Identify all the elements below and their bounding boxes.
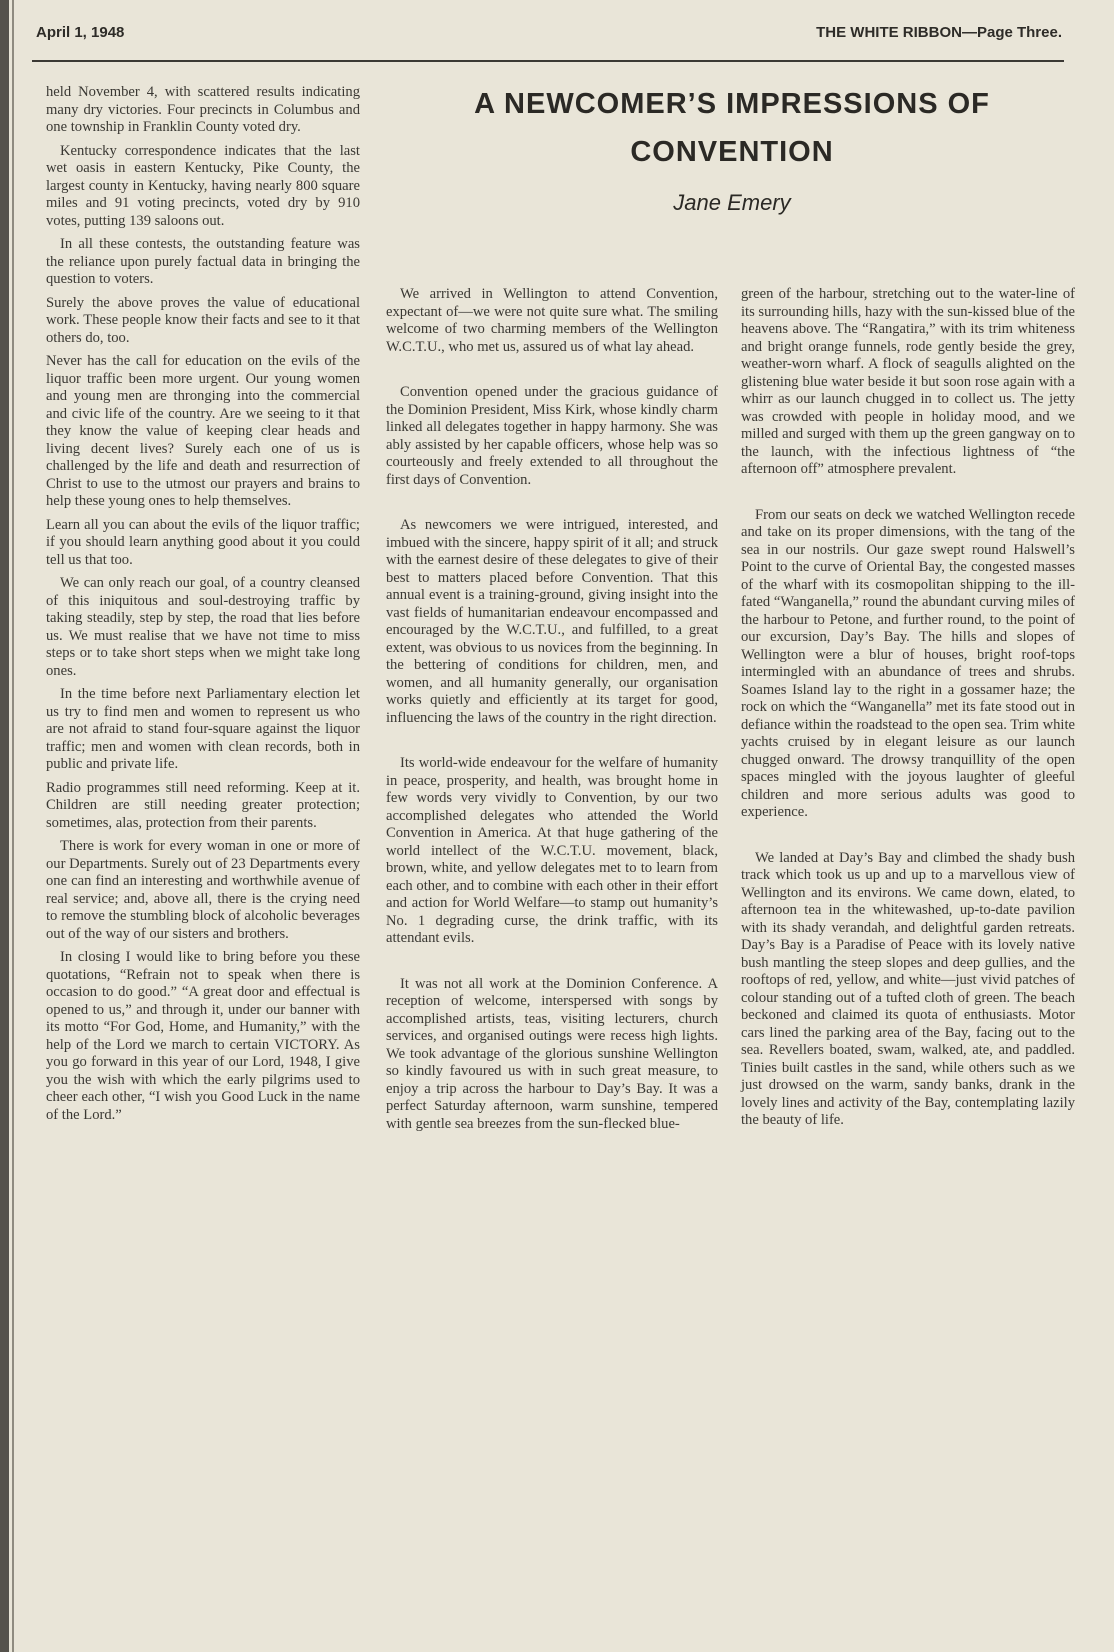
- paragraph: green of the harbour, stretching out to the water-line of its surrounding hills, hazy with the sun-kissed blue of the heavens above. The “Rangatira,” with its trim whiteness and bright orange funnels, rode gently beside the grey, weather-worn wharf. A flock of seagulls alighted on the glistening blue water beside it but soon rose again with a whirr as our launch chugged in to collect us. The jetty was crowded with people in holiday mood, and we milled and surged with them up the green gangway on to the launch, with the infectious lightness of “the afternoon off” atmosphere prevalent.: [741, 286, 1075, 477]
- publication-page-label: THE WHITE RIBBON—Page Three.: [816, 24, 1062, 41]
- paragraph: Kentucky correspondence indicates that the last wet oasis in eastern Kentucky, Pike County, the largest county in Kentucky, having nearly 800 square miles and 91 voting precincts, voted dry by 910 votes, putting 139 saloons out.: [46, 142, 360, 229]
- paragraph: Never has the call for education on the evils of the liquor traffic been more urgent. Our young women and young men are thronging into the commercial and civic life of the country. Are we seeing to it that they know the value of keeping clear heads and living decent lives? Surely each one of us is challenged by the life and death and resurrection of Christ to use to the utmost our prayers and brains to help these young ones to help themselves.: [46, 353, 360, 509]
- page-header: [36, 22, 1062, 46]
- page-edge-rule: [0, 0, 9, 1652]
- article-title-line-2: CONVENTION: [630, 136, 834, 168]
- article-title: [392, 80, 1072, 176]
- paragraph: In closing I would like to bring before you these quotations, “Refrain not to speak when there is occasion to do good.” “A great door and effectual is opened to us,” and through it, under our banner with its motto “For God, Home, and Humanity,” with the help of the Lord we march to certain VICTORY. As you go forward in this year of our Lord, 1948, I give you the wish with which the early pilgrims used to cheer each other, “I wish you Good Luck in the name of the Lord.”: [46, 949, 360, 1123]
- page-edge-rule-inner: [12, 0, 14, 1652]
- paragraph: held November 4, with scattered results indicating many dry victories. Four precincts in Columbus and one township in Franklin County voted dry.: [46, 84, 360, 135]
- paragraph: Surely the above proves the value of educational work. These people know their facts and see to it that others do, too.: [46, 294, 360, 346]
- paragraph: Convention opened under the gracious guidance of the Dominion President, Miss Kirk, whose kindly charm linked all delegates together in happy harmony. She was ably assisted by her capable officers, whose help was so courteously and freely extended to all throughout the first days of Convention.: [386, 384, 718, 488]
- paragraph: In the time before next Parliamentary election let us try to find men and women to represent us who are not afraid to stand four-square against the liquor traffic; men and women with clean records, both in public and private life.: [46, 686, 360, 772]
- left-column: [46, 84, 360, 1130]
- paragraph: Radio programmes still need reforming. Keep at it. Children are still needing greater protection; sometimes, alas, protection from their parents.: [46, 779, 360, 831]
- paragraph: There is work for every woman in one or more of our Departments. Surely out of 23 Departments every one can find an interesting and worthwhile avenue of real service; and, above all, there is the crying need to remove the stumbling block of alcoholic beverages out of the way of our sisters and brothers.: [46, 838, 360, 942]
- article-title-line-1: A NEWCOMER’S IMPRESSIONS OF: [474, 88, 990, 120]
- paragraph: As newcomers we were intrigued, interested, and imbued with the sincere, happy spirit of it all; and struck with the earnest desire of these delegates to give of their best to matters placed before Convention. That this annual event is a training-ground, giving insight into the vast fields of humanitarian endeavour encompassed and encouraged by the W.C.T.U., and fulfilled, to a great extent, was obvious to us novices from the beginning. In the bettering of conditions for children, men, and women, and all humanity generally, our organisation works quietly and efficiently at its target for good, influencing the laws of the country in the right direction.: [386, 517, 718, 726]
- paragraph: Its world-wide endeavour for the welfare of humanity in peace, prosperity, and health, was brought home in few words very vividly to Convention, by our two accomplished delegates who attended the World Convention in America. At that huge gathering of the world intellect of the W.C.T.U. movement, black, brown, white, and yellow delegates met to to learn from each other, and to combine with each other in their effort and action for World Welfare—to stamp out humanity’s No. 1 degrading curse, the drink traffic, with its attendant evils.: [386, 755, 718, 946]
- article-middle-column: [386, 286, 718, 1139]
- paragraph: Learn all you can about the evils of the liquor traffic; if you should learn anything good about it you could tell us that too.: [46, 516, 360, 568]
- paragraph: We arrived in Wellington to attend Convention, expectant of—we were not quite sure what. The smiling welcome of two charming members of the Wellington W.C.T.U., who met us, assured us of what lay ahead.: [386, 286, 718, 355]
- paragraph: In all these contests, the outstanding feature was the reliance upon purely factual data in bringing the question to voters.: [46, 236, 360, 287]
- paragraph: We can only reach our goal, of a country cleansed of this iniquitous and soul-destroying traffic by taking steadily, step by step, the road that lies before us. We must realise that we have not time to miss steps or to take short steps when we might take long ones.: [46, 575, 360, 679]
- article-byline: Jane Emery: [673, 190, 791, 215]
- header-divider: [32, 60, 1064, 62]
- paragraph: We landed at Day’s Bay and climbed the shady bush track which took us up and up to a marvellous view of Wellington and its environs. We came down, elated, to afternoon tea in the whitewashed, up-to-date pavilion with its shady verandah, and delightful garden retreats. Day’s Bay is a Paradise of Peace with its lovely native bush mantling the steep slopes and deep gullies, and the rooftops of red, yellow, and white—just vivid patches of colour standing out of a tufted cloth of green. The beach beckoned and claimed its quota of enthusiasts. Motor cars lined the parking area of the Bay, facing out to the sea. Revellers boated, swam, walked, ate, and paddled. Tinies built castles in the sand, while others such as we just drowsed on the warm, sandy banks, drank in the lovely lines and activity of the Bay, contemplating lazily the beauty of life.: [741, 849, 1075, 1128]
- article-right-column: [741, 286, 1075, 1136]
- paragraph: It was not all work at the Dominion Conference. A reception of welcome, interspersed with songs by accomplished artists, teas, visiting lecturers, church services, and organised outings were recess high lights. We took advantage of the glorious sunshine Wellington so kindly favoured us with in such great measure, to enjoy a trip across the harbour to Day’s Bay. It was a perfect Saturday afternoon, warm sunshine, tempered with gentle sea breezes from the sun-flecked blue-: [386, 975, 718, 1132]
- issue-date: April 1, 1948: [36, 24, 125, 41]
- paragraph: From our seats on deck we watched Wellington recede and take on its proper dimensions, with the tang of the sea in our nostrils. Our gaze swept round Halswell’s Point to the curve of Oriental Bay, the congested masses of the wharf with its cosmopolitan shipping to the ill-fated “Wanganella,” round the abundant curving miles of the harbour to Petone, and further round, to the point of our excursion, Day’s Bay. The hills and slopes of Wellington were a blur of houses, bright roof-tops intermingled with an abundance of trees and shrubs. Soames Island lay to the right in a gossamer haze; the rock on which the “Wanganella” met its fate stood out in defiance within the roadstead to the open sea. Trim white yachts cruised by in elegant leisure as our launch chugged onward. The drowsy tranquillity of the open spaces mingled with the joyous laughter of gleeful children and more serious adults was good to experience.: [741, 506, 1075, 820]
